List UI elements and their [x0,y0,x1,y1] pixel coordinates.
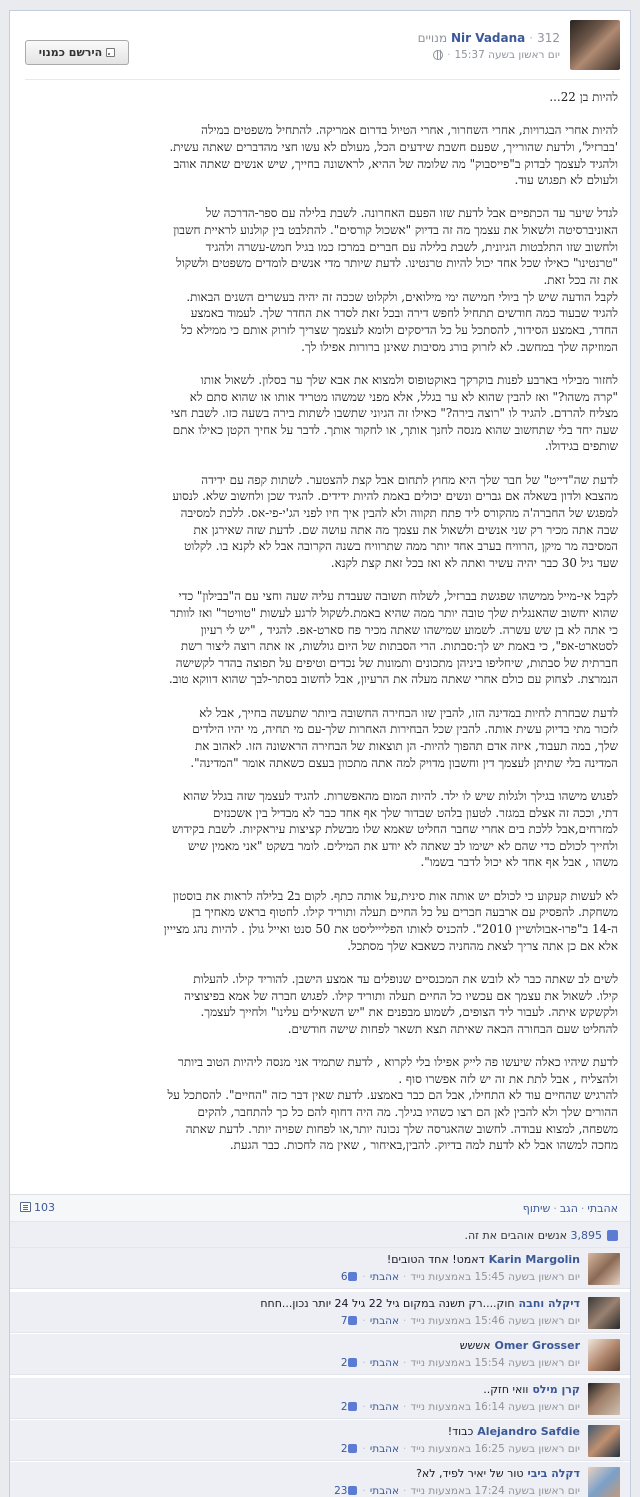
post-text-line: לזכור מתי בדיוק עשית אותה. להבין שכל הבחירות האחרות שלך-עם מי תחיה, מי יהיו הילדים [192,722,618,737]
post-text-line: לדעת שה"דייט" של חבר שלך היא מחוץ לתחום אבל קצת להצטער. לשתות קפה עם ידידה [201,472,618,487]
subscribe-button[interactable] [25,40,129,65]
comment-text: וואי חזק.. [483,1383,529,1396]
post-text-line: אלא אם כן אתה צריך לצאת מהחניה כשאבא שלך מסתכל. [347,938,618,953]
divider [25,79,620,80]
separator-dot: · [529,31,534,45]
author-name[interactable]: Nir Vadana [450,31,526,45]
post-paragraph [25,888,618,955]
post-text-line: ולקשקש איתה. לעבור ליד הצופים, לשמוע מבפנים את "יש השאילים עלינו" ולחייך לעצמך. [200,1005,618,1020]
comment-line [260,1297,580,1310]
comment-like-link[interactable]: אהבתי [369,1357,400,1369]
post-text-line: לדעת שיהיו כאלה שיעשו פה לייק אפילו בלי לקרוא , לדעת שתמיד אני מנסה ליהיות הטוב ביותר [178,1055,618,1070]
separator-dot: · [447,49,451,61]
post-text-line: מהצבא ולדון בשאלה אם גברים ונשים יכולים באמת להיות ידידים. להגיד שכן ולחשוב שלא. לנסוע [172,489,618,504]
post-text-line: הנמרצת. לצחוק עם כולם אחרי שאתה מעלה את הרעיון, אבל לחשוב בסתר-לבך שהוא דווקא טוב. [168,672,618,687]
separator-dot: · [362,1485,366,1497]
separator-dot: · [362,1315,366,1327]
post-text-line: ולחשוב שזו התלבטות הגיונית, לשבת בלילה עם חברים במרכז כמו בגיל חמש-עשרה ולהגיד [205,239,618,254]
comment-meta [341,1443,580,1455]
post-text-line: לדעת שבחרת לחיות במדינה הזו, להבין שזו הבחירה החשובה ביותר שתעשה בחייך, אבל לא [199,705,618,720]
post-text-line: 'בברזיל', ולדעת שהורייך, שפעם חשבת שידעים הכל, מעולם לא עשו חצי מהדברים שאתה עשית. [169,139,618,154]
post-text-line: "טרנטינו" כאילו שכל אחד יכול להיות טרנטינו. לדעת שיותר מדי אנשים לומדים משפטים ולשקול [176,256,618,271]
post-text-line: דתי, וככה זה אצלם במגזר. לטעון בלהט שבדור שלך אף אחד כבר לא מבדיל בין אשכנזים [212,805,618,820]
comment-timestamp[interactable]: יום ראשון בשעה 15:46 באמצעות נייד [410,1315,580,1327]
likes-summary [10,1222,630,1248]
thumbs-up-icon [348,1316,357,1325]
rss-icon [106,48,115,57]
followers-count[interactable]: 312 מנויים [417,31,560,45]
comment-timestamp[interactable]: יום ראשון בשעה 17:24 באמצעות נייד [410,1485,580,1497]
commenter-name[interactable]: דיקלה וחבה [518,1297,580,1310]
post-text-line: משהו , אבל אף אחד לא יכול לדבר בשמו". [420,855,618,870]
comment-like-count[interactable]: 23 [334,1485,348,1497]
post-text-line: לגדל שיער עד הכתפיים אבל לדעת שזו הפעם האחרונה. לשבת בלילה עם ספר-הדרכה של [205,206,618,221]
post-text-line: את זה בכל זאת. [543,273,618,288]
comment-line [460,1339,580,1352]
post-text-line: המדינה בלי שתיתן לעצמך דין וחשבון מדויק למה אתה מתכוון בעצם כשאתה אומר "המדינה". [190,755,618,770]
post-text-line: שלך, במה תעבוד, איזה אדם תהפוך להיות- הן תוצאות של הבחירה הראשונה הזו. לאהוב את [195,738,618,753]
post-paragraph [25,971,618,1038]
comment-meta [341,1315,580,1327]
comment-like-link[interactable]: אהבתי [369,1271,400,1283]
thumbs-up-icon [607,1230,618,1241]
comment-meta [341,1271,580,1283]
likes-text [464,1229,618,1242]
separator-dot: · [362,1271,366,1283]
commenter-name[interactable]: Alejandro Safdie [477,1425,580,1438]
comment-text: דאמט! אחד הטובים! [386,1253,485,1266]
post-text-line: ה-14 ב"פרו-אבולושיין 2010". להכניס לאותו הפליייליסט את 50 סנט ואייל גולן . להיות נהג מצייין [163,922,618,937]
post-text-line: ולהגיד לעצמך לבדוק ב"פייסבוק" מה שלומה של ההיא, לראשונה בחייך, שיש אנשים שאתה אוהב [173,156,618,171]
post-text-line: מצליח להרדם. להגיד לו "רוצה בירה?" כאילו זה הגיוני שתשבו לשתות בירה בשעה כזו. לשבת חצי [170,406,618,421]
comment-line [448,1425,580,1438]
separator-dot: · [403,1485,407,1497]
thumbs-up-icon [348,1486,357,1495]
post-card [9,10,631,1497]
post-paragraphs [25,122,618,1154]
commenter-avatar[interactable] [588,1383,620,1415]
post-paragraph [25,1054,618,1154]
post-text-line: שעד גיל 30 כבר יהיה עשיר ואתה לא ואז בכל זאת קצת לקנא. [330,555,618,570]
separator-dot: · [362,1357,366,1369]
comment-like-link[interactable]: אהבתי [369,1315,400,1327]
comment-line [483,1383,580,1396]
thumbs-up-icon [348,1272,357,1281]
share-icon [20,1202,31,1212]
post-text-line: החדר, באמצע הסידור, להסתכל על כל הדיסקים ולומא לעצמך שצריך לזרוק אותם כי ממילא כל [181,322,618,337]
post-paragraph [25,472,618,572]
commenter-avatar[interactable] [588,1467,620,1497]
post-text-line: האוניברסיטה ולשאול את עצמך מה זה בדיוק "אשכול קורסים". להתלבט בין קולנוע לראיית חשבון [173,223,618,238]
post-header [10,11,630,79]
separator-dot: · [403,1401,407,1413]
post-text-line: ההורים שלך ולא להבין לאן הם רצו כשהיו בגילך. מה היה דחוף להם כל כך להתחבר, להקים [197,1105,618,1120]
post-text-line: להרגיש שהחיים עוד לא התחילו, אבל הם כבר באמצע. לדעת שאין דבר כזה "החיים". להסתכל על [167,1088,618,1103]
comment-text: טור של יאיר לפיד, לא? [416,1467,524,1480]
post-text-line: משחקת. להפסיק עם ארבעה חברים על כל החיים תעלה ותוריד קילו. לחטוף בראש מאחיך בן [192,905,618,920]
comment [10,1334,630,1375]
post-paragraph [25,122,618,189]
post-text-line: מחכה למשהו אבל לא לדעת למה בדיוק. להבין,באיחור , שאין מה לחכות. כבר הגעת. [229,1138,618,1153]
post-text-line: להגיד שבעוד כמה חודשים תתחיל לחפש דירה ובכל זאת לסדר את החדר שלך. לעמוד באמצע [190,306,618,321]
author-avatar[interactable] [570,20,620,70]
post-text-line: קילו. לשאול את עצמך אם עכשיו כל החיים תעלה ותוריד קילו. לפגוש חברה של אמא בפיצוציה [184,988,618,1003]
post-paragraph [25,205,618,355]
commenter-name[interactable]: Omer Grosser [494,1339,580,1352]
comment-text: חוק....רק תשנה במקום גיל 22 גיל 24 יותר נכון...חחח [260,1297,515,1310]
author-line [418,31,560,45]
comment-text: אששש [459,1339,491,1352]
comment [10,1378,630,1419]
comment [10,1420,630,1461]
comment-like-count[interactable]: 6 [340,1271,348,1283]
commenter-avatar[interactable] [588,1297,620,1329]
comment-timestamp[interactable]: יום ראשון בשעה 15:45 באמצעות נייד [410,1271,580,1283]
share-count-value: 103 [34,1201,55,1214]
likes-suffix: אנשים אוהבים את זה. [464,1229,567,1242]
post-text-line: לקבל אי-מייל ממישהו שפגשת בברזיל, לשלוח תשובה שעבדת עליה שעה וחצי עם ה"בבילון" כדי [178,589,618,604]
post-text-line: משפחה, למצוא עבודה. לחשוב שהאגרסה שלך נכונה יותר,או לפחות שפויה יותר. לדעת שאתה [185,1121,618,1136]
separator-dot: · [403,1443,407,1455]
post-text-line: ולהצליח , אבל לתת את זה יש לזה אפשרו סוף . [398,1071,618,1086]
post-text-line: לסטארט-אפ", כי באמת יש לך:סבתות. הרי הסבתות של היום גולשות, אז אתה רוצה ליצור רשת [180,639,618,654]
separator-dot: · [362,1443,366,1455]
post-paragraph [25,705,618,772]
comment-like-count[interactable]: 2 [340,1443,348,1455]
share-count[interactable] [20,1201,55,1214]
post-title: להיות בן 22... [549,90,618,104]
comment-line [387,1253,580,1266]
comment-like-link[interactable]: אהבתי [369,1485,400,1497]
comment-like-count[interactable]: 7 [340,1315,348,1327]
post-text-line: שותפים בגידולו. [544,439,618,454]
globe-icon [433,50,443,60]
comment-meta [341,1357,580,1369]
post-text-line: לחזור מבילוי בארבע לפנות בוקרקך באוקטופוס ולמצוא את אבא שלך ער בסלון. לשאול אותו [200,372,618,387]
post-paragraph [25,588,618,688]
subscribe-label: הירשם כמנוי [38,46,103,59]
post-text-line: המסיבה מר מיקן ,הרוויח בערב אחד יותר ממה שתרוויח בשנה הקרובה אבל לא לקנא בו. לקלוט [184,539,618,554]
commenter-avatar[interactable] [588,1253,620,1285]
comment-like-count[interactable]: 2 [340,1401,348,1413]
post-text-line: להחליט שעם הבחורה הבאה שאיתה תצא תשאר לפחות שישה חודשים. [287,1021,618,1036]
comment-timestamp[interactable]: יום ראשון בשעה 15:54 באמצעות נייד [410,1357,580,1369]
share-link[interactable]: שיתוף [522,1202,551,1215]
commenter-name[interactable]: Karin Margolin [488,1253,580,1266]
comment-line [416,1467,580,1480]
like-link[interactable]: אהבתי [587,1202,618,1215]
post-text-line: שהוא יחשוב שהאנגלית שלך טובה יותר ממה שהיא באמת.לשקול לרגע לעשות "טוויטר" ואז לוותר [170,605,618,620]
post-paragraph [25,372,618,455]
comment-link[interactable]: הגב [559,1202,578,1215]
post-paragraph [25,788,618,871]
commenter-avatar[interactable] [588,1425,620,1457]
separator-dot: · [362,1401,366,1413]
post-timestamp-line [429,49,560,61]
separator-dot: · [580,1202,585,1215]
comment-like-link[interactable]: אהבתי [369,1401,400,1413]
post-timestamp[interactable]: יום ראשון בשעה 15:37 [454,49,560,61]
post-text-line: למזרחים,אבל ללכת בים אחרי שחבר החליט שאמא שלו מבשלת קציצות עיראקיות. לשבת בקידוש [172,822,618,837]
separator-dot: · [403,1315,407,1327]
comment-meta [341,1401,580,1413]
post-text-line: לפגוש מישהו בגילך ולגלות שיש לו ילד. להיות המום מהאפשרות. להגיד לעצמך שזה בגלל שהוא [183,788,618,803]
commenter-name[interactable]: קרן מילס [532,1383,580,1396]
likes-count[interactable]: 3,895 [570,1229,602,1242]
post-text-line: המוזיקה שלך במחשב. לא לזרוק בורג מסיבות שאינן ברורות אפילו לך. [301,339,618,354]
post-body [25,89,618,1154]
post-text-line: חברתית של סבתות, שיחליפו ביניהן מתכונים ותמונות של נכדים וטיפים על תפוצה בהדר לקשישה [175,655,618,670]
post-text-line: לקבל הודעה שיש לך ביולי חמישה ימי מילואים, ולקלוט שככה זה יהיה בעשרים השנים הבאות. [186,289,618,304]
commenter-name[interactable]: דקלה ביבי [527,1467,580,1480]
post-text-line: להיות אחרי הבגרויות, אחרי השחרור, אחרי הטיול בדרום אמריקה. להתחיל משפטים במילה [201,123,618,138]
post-text-line: "קרה משהו?" ואז להבין שהוא לא ער בגלל, אלא מפני שמשהו מטריד אותו או שהוא סתם לא [189,389,618,404]
comment-like-count[interactable]: 2 [340,1357,348,1369]
thumbs-up-icon [348,1444,357,1453]
post-text-line: שבה אתה מכיר רק שני אנשים ולשאול את עצמך מה אתה עושה שם. לדעת שזה שאירגן את [193,522,618,537]
comment-meta [334,1485,580,1497]
commenter-avatar[interactable] [588,1339,620,1371]
post-text-line: לשים לב שאתה כבר לא לובש את המכנסיים שנופלים עד אמצע הישבן. להוריד קילו. להעלות [193,971,618,986]
thumbs-up-icon [348,1358,357,1367]
post-text-line: לא לעשות קעקוע כי לכולם יש אותה אות סינית,על אותה כתף. לקום ב2 בלילה לראות את בוסטון [173,888,618,903]
comment-like-link[interactable]: אהבתי [369,1443,400,1455]
post-text-line: ולחייך לכולם כדי שהם לא ישימו לב שאתה לא יודע את המילים. לומר בשקט "אני מאמין שיש [188,838,618,853]
comment [10,1462,630,1497]
action-links [523,1202,618,1215]
comment-timestamp[interactable]: יום ראשון בשעה 16:14 באמצעות נייד [410,1401,580,1413]
post-text-line: כי אתה לא בן שש עשרה. לשמוע שמישהו שאתה מכיר פח סארט-אפ. להגיד , "יש לי רעיון [200,622,618,637]
separator-dot: · [553,1202,557,1215]
post-text-line: שעה יחד בלי שתחשוב שהוא מנסה לחנך אותך, או לחקור אותך. לדבר על אחיך הקטן כאילו אתם [172,422,618,437]
separator-dot: · [403,1357,407,1369]
post-actions-bar [10,1194,630,1222]
separator-dot: · [403,1271,407,1283]
thumbs-up-icon [348,1402,357,1411]
comment [10,1248,630,1289]
comment-timestamp[interactable]: יום ראשון בשעה 16:25 באמצעות נייד [410,1443,580,1455]
comment [10,1292,630,1333]
comment-text: כבוד! [447,1425,474,1438]
post-text-line: למפגש של החברה'ה מהקורס ליד פתח תקווה ולא להבין איך חיו לפני הג'י-פי-אס. ללכת למסיבה [180,506,618,521]
post-text-line: ולעולם לא תפגוש עוד. [514,173,618,188]
